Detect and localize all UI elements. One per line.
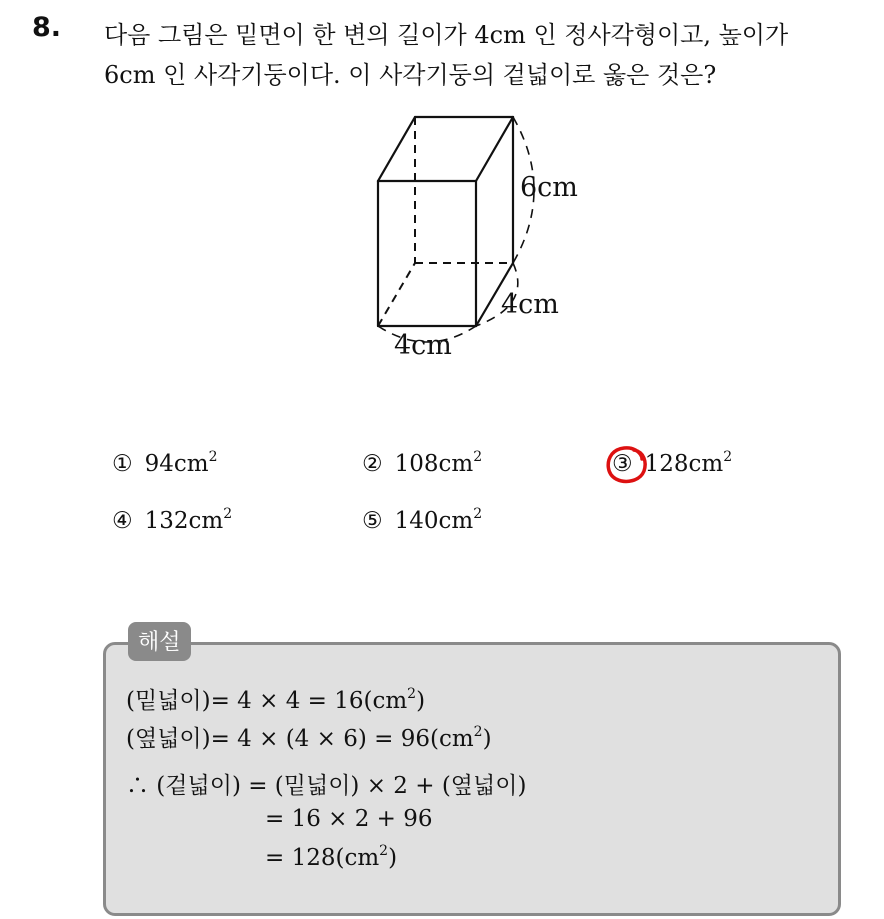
choice-5-mark: ⑤: [362, 508, 383, 534]
question-text-line-2: 6cm 인 사각기둥이다. 이 사각기둥의 겉넓이로 옳은 것은?: [104, 61, 717, 89]
width-label: 4cm: [394, 330, 452, 361]
choice-1-exponent: 2: [208, 449, 218, 465]
solution-line-2: [126, 720, 492, 753]
choice-2-exponent: 2: [473, 449, 483, 465]
choice-4-mark: ④: [112, 508, 133, 534]
edge: [378, 117, 415, 181]
choice-4[interactable]: [112, 508, 232, 534]
choice-1-mark: ①: [112, 451, 133, 477]
solution-line-1-text: (밑넓이)= 4 × 4 = 16(cm: [126, 688, 408, 714]
solution-line-5: [265, 845, 397, 871]
choice-1-value: 94cm: [144, 451, 209, 477]
choice-3-exponent: 2: [723, 449, 733, 465]
choice-2[interactable]: [362, 451, 482, 477]
choice-5-exponent: 2: [473, 506, 483, 522]
solution-line-2-exponent: 2: [473, 724, 483, 740]
hidden-edge: [378, 263, 415, 326]
question-text-line-1: 다음 그림은 밑면이 한 변의 길이가 4cm 인 정사각형이고, 높이가: [104, 21, 789, 49]
solution-line-3: ∴ (겉넓이) = (밑넓이) × 2 + (옆넓이): [126, 773, 527, 799]
solution-line-5-text: = 128(cm: [265, 845, 380, 871]
choice-5-value: 140cm: [394, 508, 474, 534]
solution-line-2-close: ): [482, 726, 492, 752]
choice-4-value: 132cm: [144, 508, 224, 534]
choice-3-mark-glyph: ③: [612, 451, 633, 477]
choice-2-value: 108cm: [394, 451, 474, 477]
choice-5[interactable]: [362, 508, 482, 534]
edge: [476, 117, 513, 181]
choice-4-exponent: 2: [223, 506, 233, 522]
solution-line-5-exponent: 2: [379, 843, 389, 859]
choice-3[interactable]: [612, 451, 732, 477]
depth-label: 4cm: [501, 289, 559, 320]
height-label: 6cm: [520, 172, 578, 203]
solution-line-2-text: (옆넓이)= 4 × (4 × 6) = 96(cm: [126, 726, 474, 752]
prism-figure: [360, 100, 600, 365]
solution-line-1-close: ): [416, 688, 426, 714]
solution-line-1: [126, 682, 425, 715]
solution-line-5-close: ): [388, 845, 398, 871]
prism-diagram: [360, 100, 600, 365]
solution-tag: 해설: [128, 622, 191, 661]
solution-line-4: = 16 × 2 + 96: [265, 806, 433, 832]
choice-3-mark: [612, 451, 633, 477]
choice-1[interactable]: [112, 451, 218, 477]
choice-3-value: 128cm: [644, 451, 724, 477]
choice-2-mark: ②: [362, 451, 383, 477]
question-number: 8.: [32, 12, 62, 43]
solution-line-1-exponent: 2: [407, 686, 417, 702]
